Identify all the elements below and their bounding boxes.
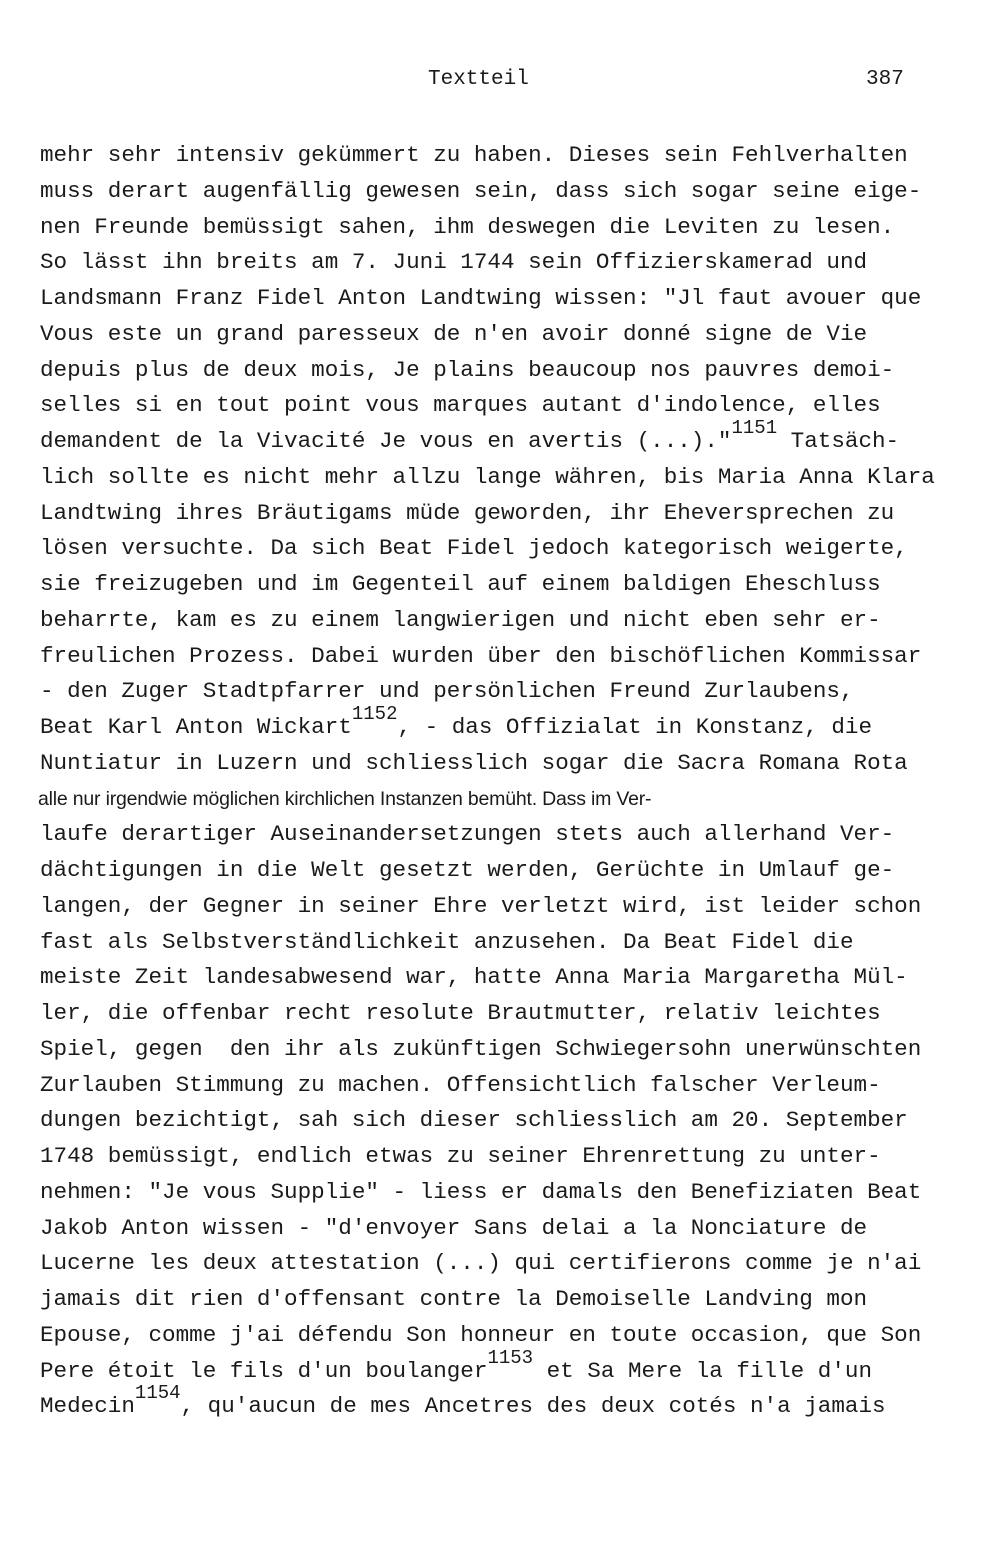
text-line — [40, 1382, 886, 1424]
text-segment: - den Zuger Stadtpfarrer und persönlichen Freund Zurlaubens, — [40, 678, 854, 705]
text-segment: Medecin — [40, 1393, 135, 1420]
text-segment: So lässt ihn breits am 7. Juni 1744 sein Offizierskamerad und — [40, 249, 868, 276]
text-segment: laufe derartiger Auseinandersetzungen stets auch allerhand Ver- — [40, 821, 895, 848]
text-segment: depuis plus de deux mois, Je plains beaucoup nos pauvres demoi- — [40, 356, 895, 383]
text-line — [40, 1102, 908, 1138]
text-segment: Epouse, comme j'ai défendu Son honneur en toute occasion, que Son — [40, 1321, 922, 1348]
text-line — [40, 316, 867, 352]
text-line — [40, 1174, 921, 1210]
text-line — [40, 1210, 867, 1246]
text-segment: dungen bezichtigt, sah sich dieser schliesslich am 20. September — [40, 1107, 908, 1134]
text-line — [40, 995, 881, 1031]
text-line — [40, 816, 894, 852]
text-line — [40, 352, 894, 388]
text-segment: mehr sehr intensiv gekümmert zu haben. Dieses sein Fehlverhalten — [40, 142, 908, 168]
footnote-reference: 1151 — [731, 417, 778, 439]
text-line — [40, 280, 921, 316]
text-line — [40, 1138, 881, 1174]
text-segment: lösen versuchte. Da sich Beat Fidel jedoch kategorisch weigerte, — [40, 535, 908, 562]
text-segment: Vous este un grand paresseux de n'en avoir donné signe de Vie — [40, 320, 868, 347]
page-number: 387 — [866, 68, 904, 91]
text-line — [40, 959, 908, 995]
text-segment: Landtwing ihres Bräutigams müde geworden, ihr Eheversprechen zu — [40, 499, 895, 526]
text-line — [40, 1317, 921, 1353]
text-line — [40, 244, 867, 280]
text-segment: ler, die offenbar recht resolute Brautmutter, relativ leichtes — [40, 1000, 881, 1026]
text-line — [40, 602, 881, 638]
text-segment: Jakob Anton wissen - "d'envoyer Sans delai a la Nonciature de — [40, 1214, 868, 1241]
footnote-reference: 1154 — [134, 1382, 181, 1405]
text-segment: langen, der Gegner in seiner Ehre verletzt wird, ist leider schon — [40, 892, 922, 919]
text-segment: Zurlauben Stimmung zu machen. Offensichtlich falscher Verleum- — [40, 1071, 881, 1098]
text-segment: alle nur irgendwie möglichen kirchlichen Instanzen bemüht. Dass im Ver- — [38, 787, 652, 810]
text-line — [40, 888, 921, 924]
footnote-reference: 1152 — [351, 703, 398, 725]
text-segment: meiste Zeit landesabwesend war, hatte Anna Maria Margaretha Mül- — [40, 964, 908, 991]
text-segment: , - das Offizialat in Konstanz, die — [397, 714, 873, 740]
text-segment: fast als Selbstverständlichkeit anzusehen. Da Beat Fidel die — [40, 928, 854, 955]
text-line — [40, 1067, 881, 1103]
text-segment: Beat Karl Anton Wickart — [40, 714, 352, 740]
text-line — [40, 495, 894, 531]
text-segment: , qu'aucun de mes Ancetres des deux cotés n'a jamais — [180, 1393, 886, 1420]
text-line — [40, 137, 908, 173]
footnote-reference: 1153 — [487, 1346, 534, 1369]
text-line — [40, 703, 873, 745]
text-segment: selles si en tout point vous marques autant d'indolence, elles — [40, 392, 881, 419]
text-segment: et Sa Mere la fille d'un — [533, 1357, 873, 1384]
text-line — [40, 1281, 867, 1317]
text-line — [40, 673, 854, 709]
text-segment: muss derart augenfällig gewesen sein, dass sich sogar seine eige- — [40, 177, 922, 204]
text-line — [40, 566, 881, 602]
text-segment: Landsmann Franz Fidel Anton Landtwing wissen: "Jl faut avouer que — [40, 285, 922, 311]
text-line — [40, 924, 854, 960]
text-line — [40, 417, 900, 459]
text-segment: nen Freunde bemüssigt sahen, ihm deswegen die Leviten zu lesen. — [40, 213, 895, 240]
text-line — [40, 1031, 921, 1067]
text-line — [40, 209, 894, 245]
running-header-title: Textteil — [428, 68, 529, 91]
text-segment: Nuntiatur in Luzern und schliesslich sogar die Sacra Romana Rota — [40, 749, 908, 776]
text-line — [40, 1245, 921, 1281]
text-segment: Tatsäch- — [777, 428, 900, 454]
text-segment: sie freizugeben und im Gegenteil auf einem baldigen Eheschluss — [40, 571, 881, 597]
text-segment: Lucerne les deux attestation (...) qui certifierons comme je n'ai — [40, 1250, 922, 1277]
text-segment: freulichen Prozess. Dabei wurden über den bischöflichen Kommissar — [40, 642, 922, 669]
text-segment: demandent de la Vivacité Je vous en avertis (...)." — [40, 428, 732, 454]
text-line — [40, 173, 921, 209]
text-segment: jamais dit rien d'offensant contre la Demoiselle Landving mon — [40, 1286, 868, 1312]
text-segment: nehmen: "Je vous Supplie" - liess er damals den Benefiziaten Beat — [40, 1178, 922, 1205]
text-line — [40, 745, 908, 781]
text-segment: Pere étoit le fils d'un boulanger — [40, 1357, 488, 1384]
text-line — [40, 638, 921, 674]
text-segment: beharrte, kam es zu einem langwierigen und nicht eben sehr er- — [40, 606, 881, 633]
text-line — [38, 781, 651, 817]
text-line — [40, 530, 908, 566]
text-line — [40, 459, 935, 495]
text-line — [40, 852, 894, 888]
text-segment: 1748 bemüssigt, endlich etwas zu seiner Ehrenrettung zu unter- — [40, 1143, 881, 1169]
text-segment: lich sollte es nicht mehr allzu lange währen, bis Maria Anna Klara — [40, 463, 935, 490]
text-segment: Spiel, gegen den ihr als zukünftigen Schwiegersohn unerwünschten — [40, 1035, 922, 1062]
text-segment: dächtigungen in die Welt gesetzt werden, Gerüchte in Umlauf ge- — [40, 857, 895, 883]
